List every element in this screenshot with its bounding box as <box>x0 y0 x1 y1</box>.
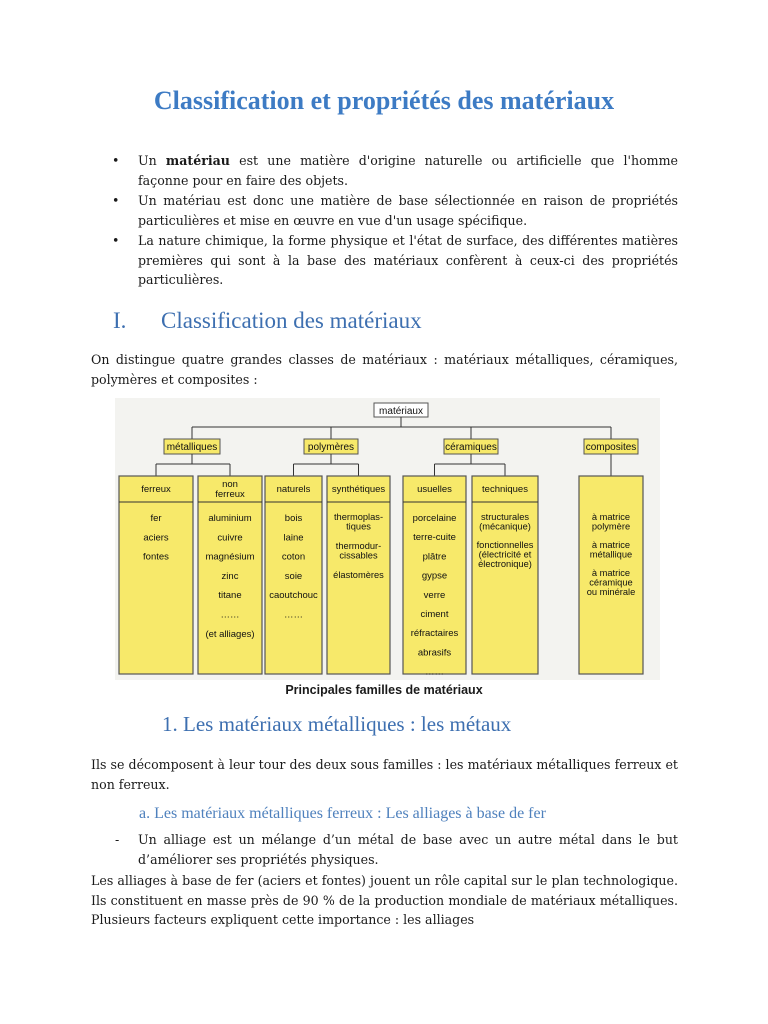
column-header: ferreux <box>215 489 245 500</box>
column-item: (électricité et <box>478 549 532 560</box>
column-item: plâtre <box>422 551 447 563</box>
family-label: polymères <box>307 442 355 453</box>
column-item: thermoplas- <box>333 512 384 522</box>
column-item: céramique <box>589 577 633 588</box>
column-item: laine <box>283 532 304 544</box>
column-item: soie <box>284 570 303 582</box>
column-item: à matrice <box>591 540 631 550</box>
column-item: polymère <box>591 521 631 532</box>
figure-caption: Principales familles de matériaux <box>285 683 483 697</box>
column-item: (et alliages) <box>205 628 255 640</box>
bullet-icon: • <box>112 153 120 168</box>
column-header: synthétiques <box>331 484 386 495</box>
column-item: caoutchouc <box>269 590 318 602</box>
column-item: élastomères <box>333 570 384 580</box>
page-title: Classification et propriétés des matériaux <box>153 86 615 115</box>
column-item: fontes <box>143 551 169 563</box>
column-item: ciment <box>420 609 449 620</box>
list-item: • Un matériau est une matière d'origine naturelle ou artificielle que l'homme façonne pour en faire des objets. <box>112 153 678 188</box>
category-column-box <box>119 476 193 674</box>
bullet-icon: • <box>112 233 120 248</box>
closing-paragraph: Les alliages à base de fer (aciers et fontes) jouent un rôle capital sur le plan technologique. Ils constituent en masse près de 90 % de la production mondiale de matériaux métalliques. Plusieurs facteurs expliquent cette importance : les alliages <box>91 873 678 927</box>
column-item: …… <box>220 609 240 621</box>
column-item: magnésium <box>205 551 255 563</box>
family-label: céramiques <box>445 442 497 453</box>
dash-list <box>113 830 678 869</box>
family-label: composites <box>585 442 637 453</box>
column-item: titane <box>218 590 242 602</box>
column-item: cuivre <box>217 532 243 544</box>
column-header: usuelles <box>417 484 452 495</box>
column-item: abrasifs <box>417 647 452 659</box>
column-item: …… <box>425 666 444 678</box>
section-number: I. <box>113 308 127 333</box>
column-item: structurales <box>480 512 530 522</box>
bullet-icon: • <box>112 193 120 208</box>
column-header: non <box>222 479 238 490</box>
column-item: tiques <box>346 521 371 532</box>
column-header: ferreux <box>141 484 171 495</box>
root-label: matériaux <box>379 406 423 417</box>
subsection-paragraph: Ils se décomposent à leur tour des deux sous familles : les matériaux métalliques ferreux et non ferreux. <box>91 757 678 792</box>
column-item: cissables <box>339 550 378 561</box>
section-paragraph: On distingue quatre grandes classes de matériaux : matériaux métalliques, céramiques, polymères et composites : <box>91 352 678 387</box>
column-header: naturels <box>276 484 311 495</box>
section-title: Classification des matériaux <box>161 308 422 333</box>
column-item: coton <box>281 551 306 563</box>
column-item: terre-cuite <box>413 532 456 544</box>
column-item: métallique <box>589 549 633 560</box>
column-item: gypse <box>421 570 448 582</box>
column-item: bois <box>284 513 303 524</box>
diagram-svg <box>115 398 660 680</box>
column-item: à matrice <box>591 512 631 522</box>
column-item: fer <box>150 513 162 524</box>
column-item: électronique) <box>478 559 532 569</box>
column-item: aciers <box>143 532 169 544</box>
column-item: aluminium <box>208 513 252 524</box>
column-item: verre <box>423 589 446 601</box>
materials-classification-diagram <box>115 398 660 680</box>
family-label: métalliques <box>166 442 218 453</box>
column-header: techniques <box>482 484 528 495</box>
column-item: thermodur- <box>335 541 382 551</box>
column-item: ou minérale <box>586 587 636 597</box>
column-item: fonctionnelles <box>476 540 534 550</box>
column-item: zinc <box>221 570 239 582</box>
list-item: - Un alliage est un mélange d’un métal de base avec un autre métal dans le but d’améliorer ses propriétés physiques. <box>115 832 678 867</box>
list-item: • La nature chimique, la forme physique et l'état de surface, des différentes matières premières qui sont à la base des matériaux confèrent à ceux-ci des propriétés particulières. <box>112 233 678 287</box>
column-item: réfractaires <box>410 628 459 640</box>
subsection-heading: 1. Les matériaux métalliques : les métaux <box>162 712 512 736</box>
list-item: • Un matériau est donc une matière de base sélectionnée en raison de propriétés particulières et mise en œuvre en vue d'un usage spécifique. <box>112 193 678 228</box>
column-item: (mécanique) <box>479 521 531 532</box>
section-heading <box>113 308 422 334</box>
intro-bullet-list <box>112 151 678 291</box>
subsubsection-heading: a. Les matériaux métalliques ferreux : Les alliages à base de fer <box>139 805 546 822</box>
column-item: à matrice <box>591 568 631 578</box>
column-item: …… <box>284 609 303 621</box>
column-item: porcelaine <box>412 513 457 524</box>
dash-marker: - <box>115 832 120 847</box>
category-column-box <box>472 476 538 674</box>
